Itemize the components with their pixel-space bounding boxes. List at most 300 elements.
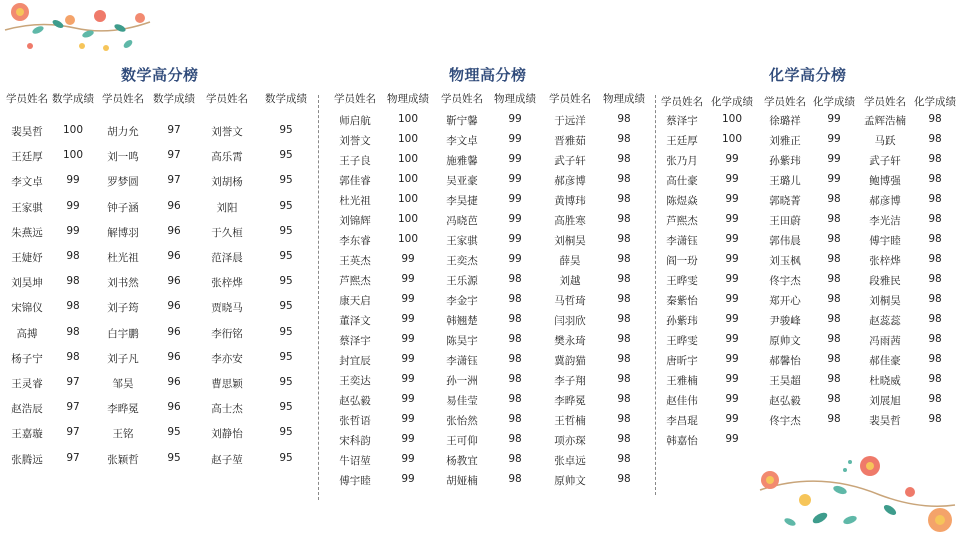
physics-student-score: 98 (617, 193, 631, 205)
math-student-score: 95 (279, 199, 293, 212)
math-student-name: 王铭 (112, 428, 134, 441)
chemistry-student-score: 98 (928, 313, 942, 325)
chemistry-student-name: 马跃 (874, 135, 896, 147)
chemistry-header-name: 学员姓名 (661, 96, 703, 108)
math-student-name: 范泽晨 (211, 252, 243, 264)
physics-student-name: 杨教宜 (446, 455, 478, 467)
chemistry-student-score: 98 (827, 313, 841, 325)
math-student-name: 贾晓马 (211, 302, 243, 315)
math-student-name: 刘子筠 (107, 302, 139, 315)
chemistry-student-score: 98 (928, 233, 942, 245)
chemistry-student-name: 李昌琨 (666, 415, 698, 427)
physics-student-score: 99 (401, 433, 415, 445)
physics-student-name: 傅宇睦 (339, 475, 371, 487)
math-student-score: 95 (279, 401, 293, 414)
chemistry-header-name: 学员姓名 (764, 96, 806, 108)
physics-student-score: 100 (397, 233, 419, 245)
math-student-score: 97 (167, 124, 181, 136)
chemistry-student-score: 98 (928, 333, 942, 345)
math-student-score: 95 (279, 149, 293, 162)
physics-student-score: 98 (617, 273, 631, 285)
physics-student-name: 师启航 (339, 115, 371, 127)
chemistry-student-name: 李光洁 (869, 215, 901, 227)
physics-student-score: 98 (617, 393, 631, 405)
chemistry-student-name: 尹骏峰 (769, 315, 801, 327)
math-student-name: 曹思颖 (211, 378, 243, 390)
physics-student-score: 98 (617, 353, 631, 365)
chemistry-student-score: 98 (928, 133, 942, 145)
physics-student-score: 98 (508, 353, 522, 365)
chemistry-student-score: 98 (928, 293, 942, 305)
math-student-score: 97 (167, 149, 181, 162)
physics-student-name: 王家骐 (446, 235, 478, 247)
physics-student-name: 王哲楠 (554, 415, 586, 427)
physics-header-name: 学员姓名 (334, 93, 376, 105)
math-student-name: 杜光祖 (107, 252, 139, 264)
chemistry-student-name: 张乃月 (666, 155, 698, 167)
chemistry-student-score: 100 (721, 113, 743, 125)
math-student-score: 96 (167, 275, 181, 288)
physics-student-name: 郝彦博 (554, 175, 586, 187)
physics-student-score: 98 (617, 473, 631, 485)
chemistry-student-name: 高仕豪 (666, 175, 698, 187)
chemistry-student-score: 99 (725, 273, 739, 285)
chemistry-student-score: 100 (721, 133, 743, 145)
math-student-score: 96 (167, 401, 181, 414)
chemistry-header-score: 化学成绩 (914, 96, 956, 108)
math-student-name: 李文卓 (11, 176, 43, 189)
physics-student-name: 武子轩 (554, 155, 586, 167)
chemistry-student-name: 郑开心 (769, 295, 801, 307)
physics-student-name: 李东睿 (339, 235, 371, 247)
physics-student-name: 孙一洲 (446, 375, 478, 387)
physics-student-score: 98 (617, 293, 631, 305)
physics-student-name: 刘誉文 (339, 135, 371, 147)
chemistry-student-score: 98 (928, 113, 942, 125)
chemistry-student-name: 孟辉浩楠 (864, 115, 906, 127)
physics-student-score: 100 (397, 193, 419, 205)
physics-student-score: 99 (401, 333, 415, 345)
chemistry-student-score: 99 (725, 193, 739, 205)
chemistry-student-score: 98 (827, 253, 841, 265)
math-student-name: 李晔冕 (107, 403, 139, 416)
physics-student-name: 李潇钰 (446, 355, 478, 367)
chemistry-student-score: 98 (928, 253, 942, 265)
physics-student-name: 马哲琦 (554, 295, 586, 307)
math-student-score: 95 (167, 451, 181, 464)
chemistry-student-name: 段雅民 (869, 275, 901, 287)
math-student-score: 95 (279, 426, 293, 439)
math-student-name: 罗梦圆 (107, 176, 139, 189)
physics-student-name: 张怡然 (446, 415, 478, 427)
physics-student-name: 李文卓 (446, 135, 478, 147)
math-student-name: 刘昊坤 (11, 277, 43, 290)
math-student-score: 99 (66, 199, 80, 212)
chemistry-student-name: 郭伟晨 (769, 235, 801, 247)
chemistry-student-name: 孙紫玮 (769, 155, 801, 167)
floral-decoration-bottom-right (750, 450, 960, 540)
chemistry-student-name: 唐昕宇 (666, 355, 698, 367)
chemistry-header-score: 化学成绩 (711, 96, 753, 108)
physics-student-score: 98 (617, 333, 631, 345)
divider-physics-chemistry (655, 95, 656, 495)
math-student-name: 王嘉璇 (11, 428, 43, 441)
math-student-score: 96 (167, 300, 181, 313)
physics-student-score: 99 (508, 233, 522, 245)
chemistry-student-score: 99 (725, 173, 739, 185)
chemistry-student-name: 王晔雯 (666, 335, 698, 347)
math-student-score: 95 (279, 224, 293, 237)
chemistry-student-name: 陈煜焱 (666, 195, 698, 207)
physics-student-score: 98 (508, 453, 522, 465)
math-student-score: 96 (167, 224, 181, 237)
chemistry-student-score: 99 (725, 213, 739, 225)
math-student-name: 高士杰 (211, 403, 243, 416)
physics-student-score: 100 (397, 153, 419, 165)
chemistry-student-name: 郝佳豪 (869, 355, 901, 367)
math-student-score: 100 (62, 124, 84, 136)
chemistry-student-score: 98 (827, 353, 841, 365)
math-student-name: 刘子凡 (107, 352, 139, 365)
physics-student-score: 100 (397, 113, 419, 125)
physics-student-score: 98 (617, 113, 631, 125)
physics-student-name: 易佳莹 (446, 395, 478, 407)
math-student-name: 杨子宁 (11, 352, 43, 365)
chemistry-student-score: 99 (725, 333, 739, 345)
physics-student-score: 98 (508, 473, 522, 485)
math-header-name: 学员姓名 (6, 93, 48, 105)
physics-student-name: 封宜辰 (339, 355, 371, 367)
chemistry-student-score: 98 (928, 393, 942, 405)
math-student-score: 97 (66, 376, 80, 388)
chemistry-student-score: 99 (725, 313, 739, 325)
math-student-score: 96 (167, 199, 181, 212)
physics-student-name: 王乐源 (446, 275, 478, 287)
chemistry-student-score: 98 (827, 413, 841, 425)
chemistry-student-score: 98 (928, 273, 942, 285)
math-student-name: 李亦安 (211, 352, 243, 365)
chemistry-student-name: 杜晓威 (869, 375, 901, 387)
physics-title: 物理高分榜 (449, 66, 527, 84)
math-student-name: 裴昊哲 (11, 126, 43, 138)
physics-student-name: 黄博玮 (554, 195, 586, 207)
physics-student-name: 原帅文 (554, 475, 586, 487)
math-student-name: 刘胡杨 (211, 176, 243, 189)
physics-student-name: 蔡泽宇 (339, 335, 371, 347)
math-student-name: 张腾远 (11, 453, 43, 466)
physics-student-score: 98 (508, 373, 522, 385)
physics-student-score: 100 (397, 133, 419, 145)
math-student-name: 刘静怡 (211, 428, 243, 441)
physics-student-score: 99 (508, 133, 522, 145)
physics-student-score: 98 (508, 413, 522, 425)
math-student-score: 98 (66, 325, 80, 338)
math-header-score: 数学成绩 (153, 93, 195, 105)
math-student-score: 95 (167, 426, 181, 439)
math-student-score: 98 (66, 250, 80, 262)
math-student-name: 邹昊 (112, 378, 134, 390)
math-student-score: 99 (66, 174, 80, 187)
physics-student-name: 于远洋 (554, 115, 586, 127)
physics-student-score: 99 (508, 193, 522, 205)
physics-student-name: 刘越 (559, 275, 581, 287)
chemistry-student-name: 王廷厚 (666, 135, 698, 147)
chemistry-student-score: 98 (928, 353, 942, 365)
physics-student-score: 99 (401, 353, 415, 365)
physics-student-score: 98 (617, 153, 631, 165)
physics-student-score: 99 (401, 273, 415, 285)
physics-student-name: 芦熙杰 (339, 275, 371, 287)
chemistry-student-score: 99 (725, 393, 739, 405)
chemistry-student-name: 郝彦博 (869, 195, 901, 207)
physics-student-name: 王可仰 (446, 435, 478, 447)
math-student-name: 刘阳 (216, 201, 238, 214)
physics-student-name: 胡娅楠 (446, 475, 478, 487)
physics-student-name: 刘桐昊 (554, 235, 586, 247)
physics-student-score: 100 (397, 173, 419, 185)
math-student-name: 高搏 (16, 327, 38, 340)
math-student-score: 96 (167, 376, 181, 388)
chemistry-student-name: 佟宇杰 (769, 275, 801, 287)
physics-student-score: 98 (508, 393, 522, 405)
math-student-score: 95 (279, 174, 293, 187)
physics-header-score: 物理成绩 (494, 93, 536, 105)
math-student-score: 98 (66, 300, 80, 313)
physics-student-name: 康天启 (339, 295, 371, 307)
math-student-name: 朱燕远 (11, 226, 43, 239)
chemistry-student-score: 99 (725, 373, 739, 385)
physics-header-score: 物理成绩 (387, 93, 429, 105)
math-student-name: 刘一鸣 (107, 151, 139, 164)
chemistry-student-score: 98 (928, 153, 942, 165)
chemistry-student-name: 张梓烨 (869, 255, 901, 267)
math-student-score: 95 (279, 300, 293, 313)
math-student-score: 95 (279, 124, 293, 136)
chemistry-student-score: 99 (827, 133, 841, 145)
math-student-score: 97 (66, 451, 80, 464)
math-student-score: 98 (66, 275, 80, 288)
physics-student-score: 98 (508, 313, 522, 325)
physics-student-score: 99 (508, 213, 522, 225)
math-title: 数学高分榜 (121, 66, 199, 84)
math-header-score: 数学成绩 (265, 93, 307, 105)
physics-student-score: 99 (401, 453, 415, 465)
physics-student-score: 99 (508, 173, 522, 185)
math-student-name: 宋锦仪 (11, 302, 43, 315)
chemistry-student-name: 刘桐昊 (869, 295, 901, 307)
chemistry-student-score: 98 (928, 213, 942, 225)
math-student-name: 刘书然 (107, 277, 139, 290)
physics-student-score: 99 (401, 293, 415, 305)
math-student-name: 张梓烨 (211, 277, 243, 290)
math-student-name: 李衎铭 (211, 327, 243, 340)
chemistry-student-name: 王晔雯 (666, 275, 698, 287)
physics-student-score: 99 (401, 393, 415, 405)
physics-student-name: 闫羽欣 (554, 315, 586, 327)
math-student-name: 解博羽 (107, 226, 139, 239)
chemistry-student-score: 98 (928, 173, 942, 185)
physics-student-score: 98 (617, 133, 631, 145)
math-student-name: 王廷厚 (11, 151, 43, 164)
chemistry-student-name: 秦紫怡 (666, 295, 698, 307)
chemistry-student-score: 99 (725, 433, 739, 445)
chemistry-student-name: 阎一玢 (666, 255, 698, 267)
chemistry-student-score: 99 (827, 113, 841, 125)
math-student-name: 胡力允 (107, 126, 139, 138)
math-student-score: 95 (279, 376, 293, 388)
math-student-score: 100 (62, 149, 84, 162)
physics-student-name: 施雅馨 (446, 155, 478, 167)
physics-student-score: 98 (508, 293, 522, 305)
chemistry-student-name: 郭晓菁 (769, 195, 801, 207)
math-student-score: 96 (167, 250, 181, 262)
physics-student-score: 98 (508, 333, 522, 345)
flower-icon (761, 471, 779, 489)
physics-student-name: 张卓远 (554, 455, 586, 467)
physics-student-score: 99 (401, 253, 415, 265)
physics-student-name: 吴亚豪 (446, 175, 478, 187)
chemistry-student-score: 99 (725, 293, 739, 305)
math-student-score: 96 (167, 350, 181, 363)
physics-student-name: 薛昊 (559, 255, 581, 267)
chemistry-student-name: 郝馨怡 (769, 355, 801, 367)
chemistry-student-name: 原帅文 (769, 335, 801, 347)
chemistry-student-name: 李潇钰 (666, 235, 698, 247)
chemistry-student-name: 韩嘉怡 (666, 435, 698, 447)
physics-student-name: 宋科韵 (339, 435, 371, 447)
flower-icon (11, 3, 29, 21)
chemistry-student-score: 99 (725, 353, 739, 365)
chemistry-student-name: 赵佳伟 (666, 395, 698, 407)
chemistry-student-score: 98 (827, 193, 841, 205)
physics-student-name: 牛诏堃 (339, 455, 371, 467)
physics-student-name: 李晔冕 (554, 395, 586, 407)
math-student-name: 赵子堃 (211, 453, 243, 466)
chemistry-student-score: 99 (725, 233, 739, 245)
physics-student-score: 98 (617, 233, 631, 245)
math-student-score: 95 (279, 325, 293, 338)
math-student-score: 95 (279, 451, 293, 464)
math-student-score: 97 (66, 426, 80, 439)
chemistry-header-name: 学员姓名 (864, 96, 906, 108)
chemistry-student-name: 王田蔚 (769, 215, 801, 227)
physics-student-name: 冯晓芭 (446, 215, 478, 227)
chemistry-header-score: 化学成绩 (813, 96, 855, 108)
math-student-score: 97 (167, 174, 181, 187)
physics-header-name: 学员姓名 (549, 93, 591, 105)
math-student-name: 张颖哲 (107, 453, 139, 466)
chemistry-student-name: 裴昊哲 (869, 415, 901, 427)
physics-student-score: 98 (617, 253, 631, 265)
physics-student-name: 樊永琦 (554, 335, 586, 347)
physics-student-name: 郭佳睿 (339, 175, 371, 187)
chemistry-student-name: 刘玉枫 (769, 255, 801, 267)
physics-student-score: 98 (617, 413, 631, 425)
physics-student-name: 高胜寒 (554, 215, 586, 227)
chemistry-student-name: 傅宇睦 (869, 235, 901, 247)
chemistry-student-score: 98 (827, 213, 841, 225)
chemistry-student-name: 刘雅正 (769, 135, 801, 147)
math-student-name: 王灵睿 (11, 378, 43, 390)
floral-decoration-top-left (0, 0, 170, 70)
physics-student-score: 99 (508, 153, 522, 165)
math-student-name: 钟子涵 (107, 201, 139, 214)
physics-student-name: 靳宁馨 (446, 115, 478, 127)
math-student-name: 赵浩辰 (11, 403, 43, 416)
chemistry-student-name: 冯雨茜 (869, 335, 901, 347)
physics-student-name: 王子良 (339, 155, 371, 167)
physics-student-score: 100 (397, 213, 419, 225)
physics-header-name: 学员姓名 (441, 93, 483, 105)
math-student-name: 白宇鹏 (107, 327, 139, 340)
chemistry-student-score: 99 (725, 253, 739, 265)
chemistry-student-score: 99 (827, 153, 841, 165)
divider-math-physics (318, 95, 319, 500)
math-student-name: 刘誉文 (211, 126, 243, 138)
chemistry-student-name: 王雅楠 (666, 375, 698, 387)
math-student-score: 96 (167, 325, 181, 338)
physics-student-score: 98 (617, 213, 631, 225)
math-header-score: 数学成绩 (52, 93, 94, 105)
chemistry-student-name: 芦熙杰 (666, 215, 698, 227)
physics-student-name: 项亦琛 (554, 435, 586, 447)
math-student-score: 97 (66, 401, 80, 414)
chemistry-student-score: 99 (725, 153, 739, 165)
physics-student-score: 99 (401, 413, 415, 425)
physics-student-name: 董泽文 (339, 315, 371, 327)
chemistry-student-score: 99 (827, 173, 841, 185)
physics-student-name: 刘锦辉 (339, 215, 371, 227)
math-student-name: 于久桓 (211, 226, 243, 239)
physics-student-score: 98 (617, 373, 631, 385)
chemistry-student-name: 孙紫玮 (666, 315, 698, 327)
chemistry-student-score: 98 (928, 373, 942, 385)
physics-student-name: 陈昊宇 (446, 335, 478, 347)
math-header-name: 学员姓名 (102, 93, 144, 105)
math-student-score: 98 (66, 350, 80, 363)
physics-student-score: 98 (508, 433, 522, 445)
chemistry-student-score: 98 (827, 333, 841, 345)
math-student-name: 王婕妤 (11, 252, 43, 264)
chemistry-student-name: 徐璐祥 (769, 115, 801, 127)
chemistry-student-name: 武子轩 (869, 155, 901, 167)
physics-student-score: 98 (508, 273, 522, 285)
math-student-name: 王家骐 (11, 201, 43, 214)
chemistry-student-score: 98 (928, 193, 942, 205)
chemistry-student-score: 98 (827, 273, 841, 285)
chemistry-student-score: 98 (827, 393, 841, 405)
math-header-name: 学员姓名 (206, 93, 248, 105)
chemistry-title: 化学高分榜 (769, 66, 847, 84)
physics-student-name: 李金宇 (446, 295, 478, 307)
chemistry-student-name: 鲍博强 (869, 175, 901, 187)
physics-student-name: 韩翘楚 (446, 315, 478, 327)
physics-student-score: 98 (617, 433, 631, 445)
chemistry-student-name: 赵蕊蕊 (869, 315, 901, 327)
physics-student-name: 李子翔 (554, 375, 586, 387)
physics-student-score: 99 (508, 253, 522, 265)
chemistry-student-score: 98 (928, 413, 942, 425)
physics-student-name: 王奕达 (339, 375, 371, 387)
chemistry-student-score: 98 (827, 373, 841, 385)
chemistry-student-score: 98 (827, 293, 841, 305)
math-student-score: 95 (279, 350, 293, 363)
physics-header-score: 物理成绩 (603, 93, 645, 105)
physics-student-name: 赵弘毅 (339, 395, 371, 407)
physics-student-score: 98 (617, 453, 631, 465)
physics-student-name: 张哲语 (339, 415, 371, 427)
chemistry-student-score: 98 (827, 233, 841, 245)
